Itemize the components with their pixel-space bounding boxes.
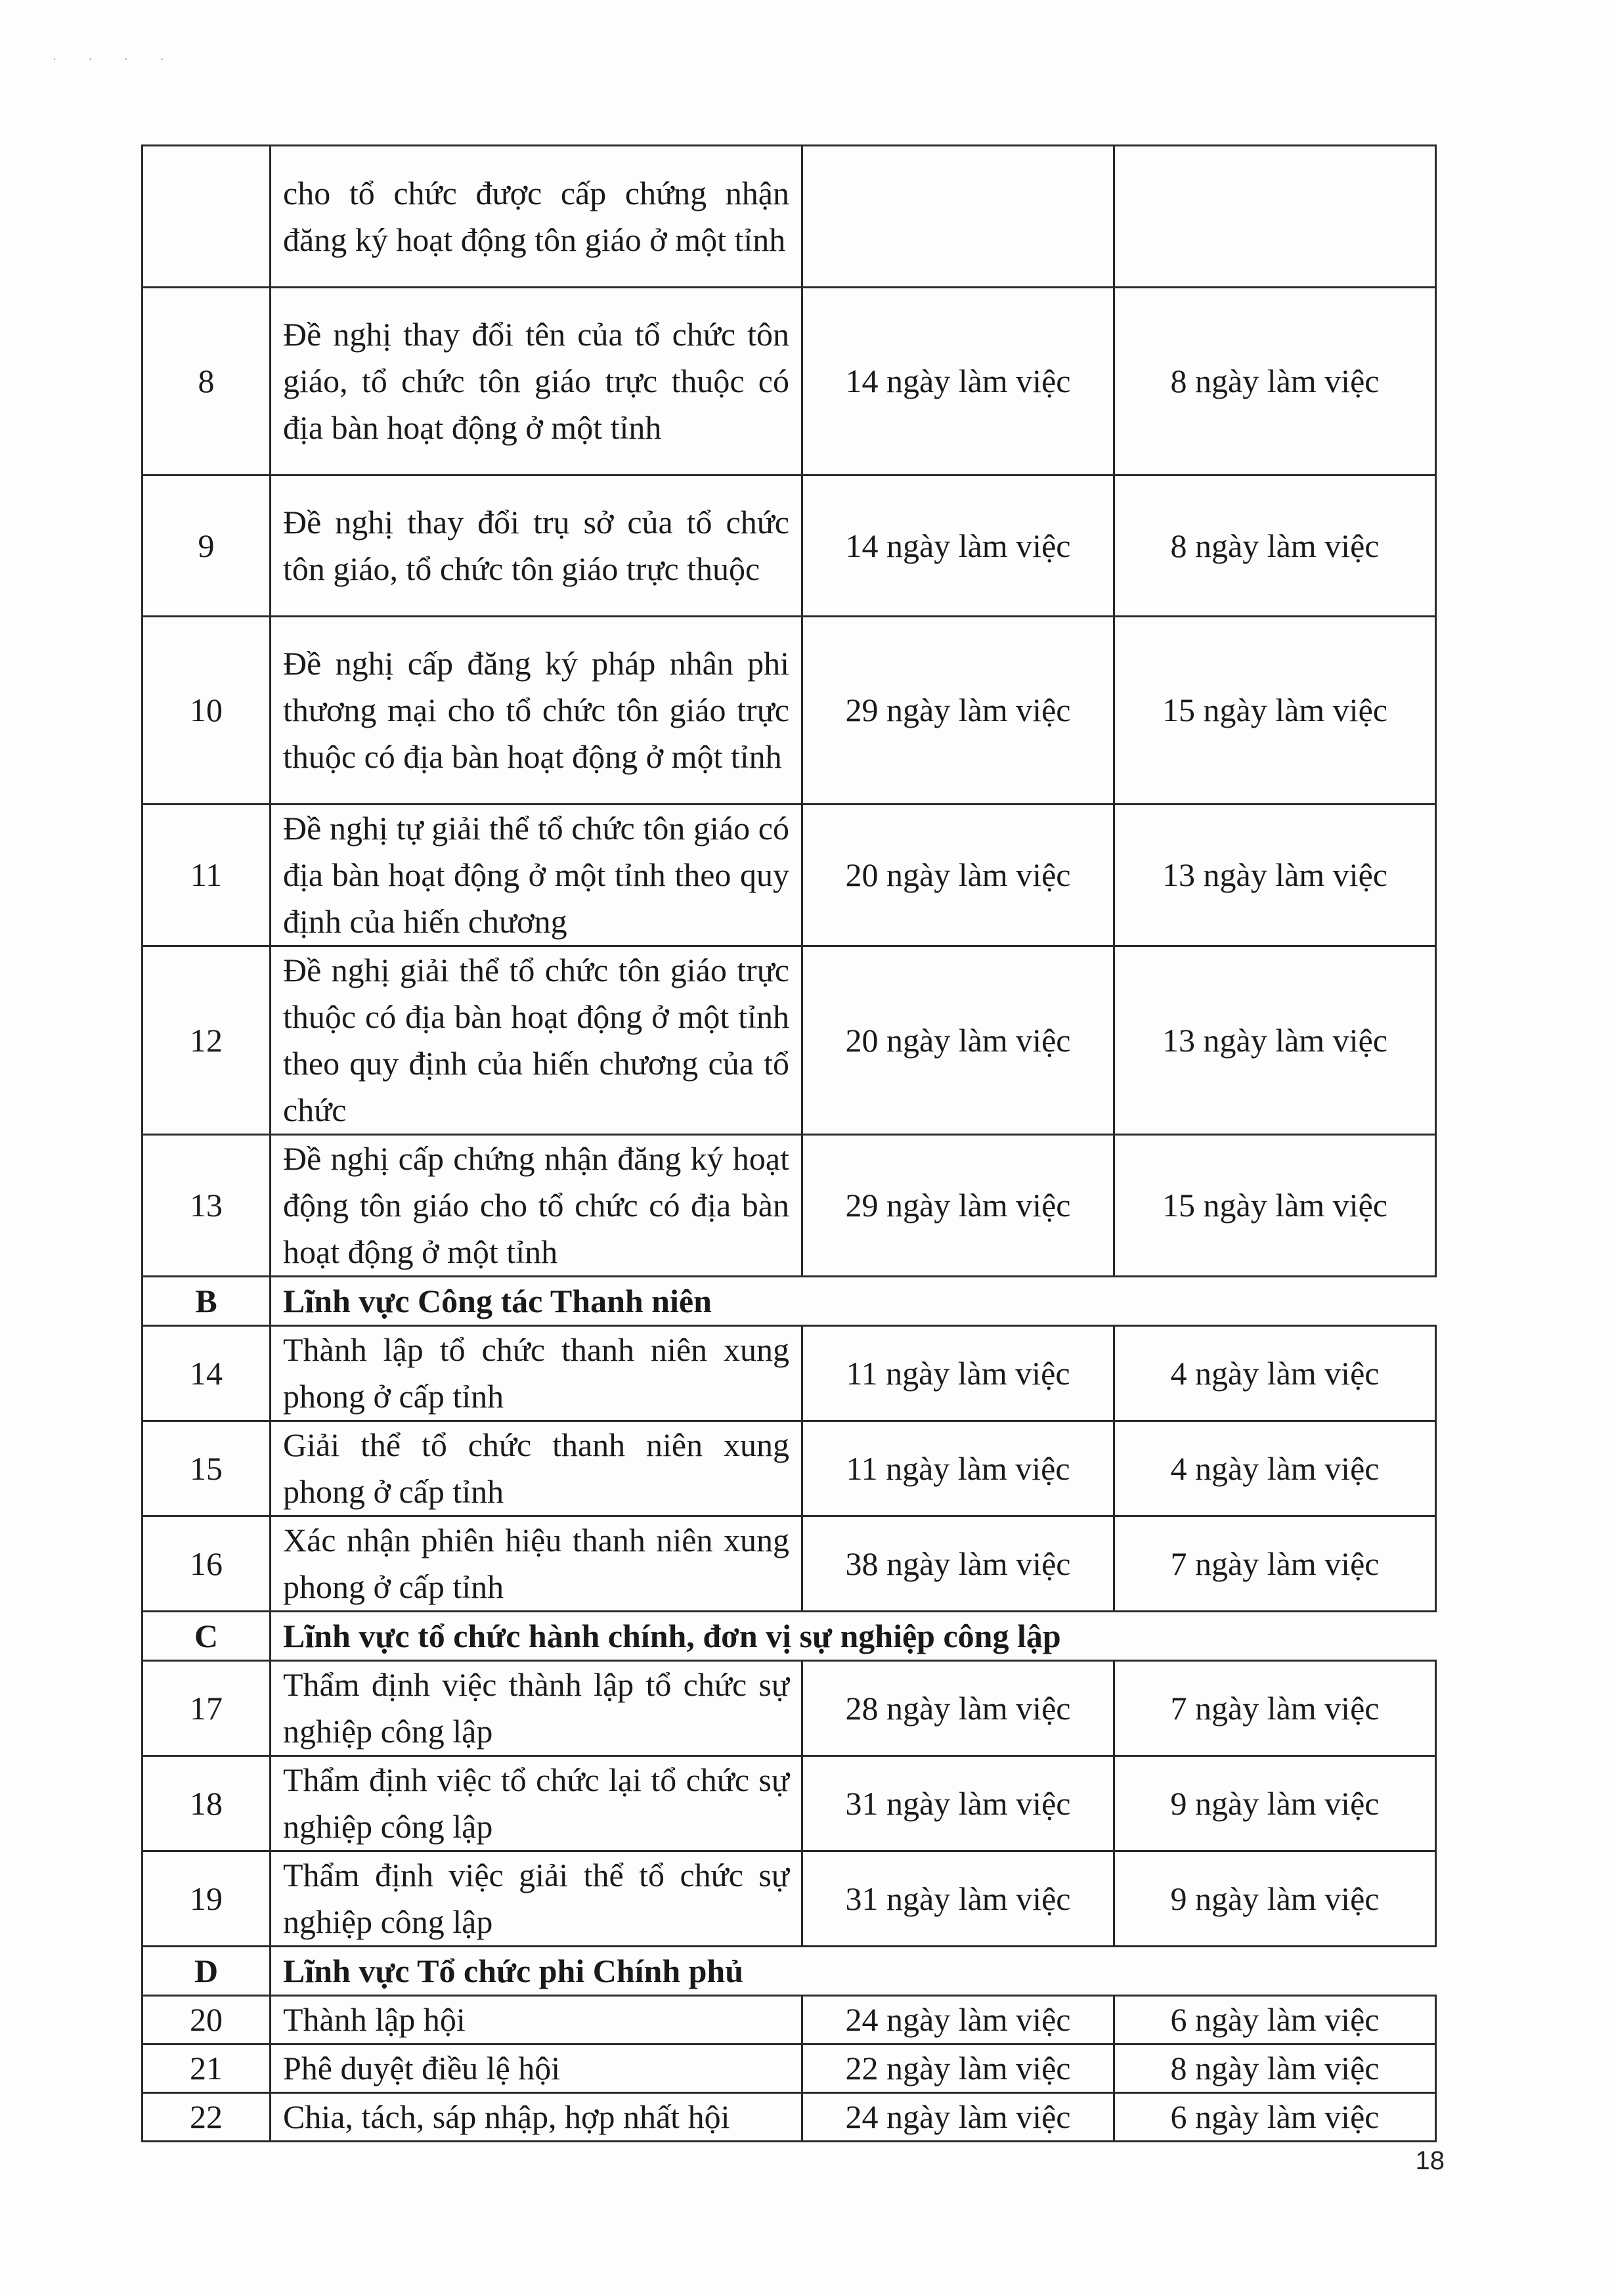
processing-time-reduced: 8 ngày làm việc [1114,288,1436,475]
processing-time-standard: 24 ngày làm việc [802,2093,1114,2142]
procedure-name: Thẩm định việc tổ chức lại tổ chức sự nghiệp công lập [271,1756,802,1851]
processing-time-reduced: 8 ngày làm việc [1114,2044,1436,2093]
page-number: 18 [1415,2146,1445,2175]
processing-time-reduced: 7 ngày làm việc [1114,1516,1436,1612]
procedure-name: Đề nghị thay đổi trụ sở của tổ chức tôn giáo, tổ chức tôn giáo trực thuộc [271,475,802,617]
processing-time-standard: 14 ngày làm việc [802,288,1114,475]
section-letter: C [142,1612,271,1661]
row-number: 13 [142,1135,271,1277]
processing-time-standard: 14 ngày làm việc [802,475,1114,617]
procedure-name: Đề nghị cấp đăng ký pháp nhân phi thương mại cho tổ chức tôn giáo trực thuộc có địa bàn hoạt động ở một tỉnh [271,617,802,805]
section-row [142,1612,1436,1661]
section-row [142,1947,1436,1996]
row-number: 8 [142,288,271,475]
table-row [142,2044,1436,2093]
table-row [142,146,1436,288]
processing-time-standard: 31 ngày làm việc [802,1756,1114,1851]
scan-artifact: · · · · [53,53,179,66]
table-row [142,475,1436,617]
processing-time-reduced: 6 ngày làm việc [1114,1996,1436,2044]
procedure-name: Giải thể tổ chức thanh niên xung phong ở cấp tỉnh [271,1421,802,1516]
processing-time-standard: 31 ngày làm việc [802,1851,1114,1947]
processing-time-reduced: 8 ngày làm việc [1114,475,1436,617]
processing-time-reduced: 7 ngày làm việc [1114,1661,1436,1756]
section-letter: D [142,1947,271,1996]
procedure-name: Chia, tách, sáp nhập, hợp nhất hội [271,2093,802,2142]
procedure-name: Xác nhận phiên hiệu thanh niên xung phong ở cấp tỉnh [271,1516,802,1612]
row-number: 17 [142,1661,271,1756]
row-number: 12 [142,946,271,1135]
processing-time-standard: 11 ngày làm việc [802,1421,1114,1516]
processing-time-reduced: 13 ngày làm việc [1114,805,1436,946]
row-number: 18 [142,1756,271,1851]
processing-time-reduced [1114,146,1436,288]
procedure-name: Thành lập hội [271,1996,802,2044]
table-row [142,1661,1436,1756]
processing-time-standard: 29 ngày làm việc [802,617,1114,805]
table-row [142,1756,1436,1851]
procedures-table [141,144,1437,2142]
processing-time-standard: 11 ngày làm việc [802,1326,1114,1421]
procedure-name: Đề nghị thay đổi tên của tổ chức tôn giáo, tổ chức tôn giáo trực thuộc có địa bàn hoạt động ở một tỉnh [271,288,802,475]
table-row [142,1135,1436,1277]
procedure-name: cho tổ chức được cấp chứng nhận đăng ký hoạt động tôn giáo ở một tỉnh [271,146,802,288]
section-title: Lĩnh vực Công tác Thanh niên [271,1277,1436,1326]
processing-time-standard: 22 ngày làm việc [802,2044,1114,2093]
processing-time-reduced: 4 ngày làm việc [1114,1326,1436,1421]
processing-time-reduced: 13 ngày làm việc [1114,946,1436,1135]
row-number: 16 [142,1516,271,1612]
row-number: 19 [142,1851,271,1947]
table-row [142,1996,1436,2044]
row-number: 10 [142,617,271,805]
processing-time-reduced: 15 ngày làm việc [1114,1135,1436,1277]
section-letter: B [142,1277,271,1326]
processing-time-standard [802,146,1114,288]
procedure-name: Đề nghị tự giải thể tổ chức tôn giáo có địa bàn hoạt động ở một tỉnh theo quy định của hiến chương [271,805,802,946]
table-row [142,805,1436,946]
table-row [142,1421,1436,1516]
table-body [142,146,1436,2142]
procedure-name: Đề nghị cấp chứng nhận đăng ký hoạt động tôn giáo cho tổ chức có địa bàn hoạt động ở một tỉnh [271,1135,802,1277]
row-number: 9 [142,475,271,617]
table-row [142,617,1436,805]
processing-time-standard: 28 ngày làm việc [802,1661,1114,1756]
processing-time-standard: 20 ngày làm việc [802,805,1114,946]
section-title: Lĩnh vực tổ chức hành chính, đơn vị sự nghiệp công lập [271,1612,1436,1661]
row-number: 11 [142,805,271,946]
processing-time-standard: 38 ngày làm việc [802,1516,1114,1612]
row-number: 21 [142,2044,271,2093]
row-number: 22 [142,2093,271,2142]
processing-time-standard: 24 ngày làm việc [802,1996,1114,2044]
table-row [142,1851,1436,1947]
table-row [142,2093,1436,2142]
table-row [142,1326,1436,1421]
processing-time-reduced: 9 ngày làm việc [1114,1756,1436,1851]
procedure-name: Đề nghị giải thể tổ chức tôn giáo trực thuộc có địa bàn hoạt động ở một tỉnh theo quy định của hiến chương của tổ chức [271,946,802,1135]
table-row [142,288,1436,475]
row-number [142,146,271,288]
row-number: 15 [142,1421,271,1516]
processing-time-standard: 20 ngày làm việc [802,946,1114,1135]
section-title: Lĩnh vực Tổ chức phi Chính phủ [271,1947,1436,1996]
table-row [142,946,1436,1135]
processing-time-standard: 29 ngày làm việc [802,1135,1114,1277]
table-row [142,1516,1436,1612]
procedure-name: Thành lập tổ chức thanh niên xung phong ở cấp tỉnh [271,1326,802,1421]
processing-time-reduced: 9 ngày làm việc [1114,1851,1436,1947]
processing-time-reduced: 6 ngày làm việc [1114,2093,1436,2142]
processing-time-reduced: 4 ngày làm việc [1114,1421,1436,1516]
procedure-name: Thẩm định việc thành lập tổ chức sự nghiệp công lập [271,1661,802,1756]
row-number: 20 [142,1996,271,2044]
procedure-name: Thẩm định việc giải thể tổ chức sự nghiệp công lập [271,1851,802,1947]
section-row [142,1277,1436,1326]
procedure-name: Phê duyệt điều lệ hội [271,2044,802,2093]
row-number: 14 [142,1326,271,1421]
processing-time-reduced: 15 ngày làm việc [1114,617,1436,805]
